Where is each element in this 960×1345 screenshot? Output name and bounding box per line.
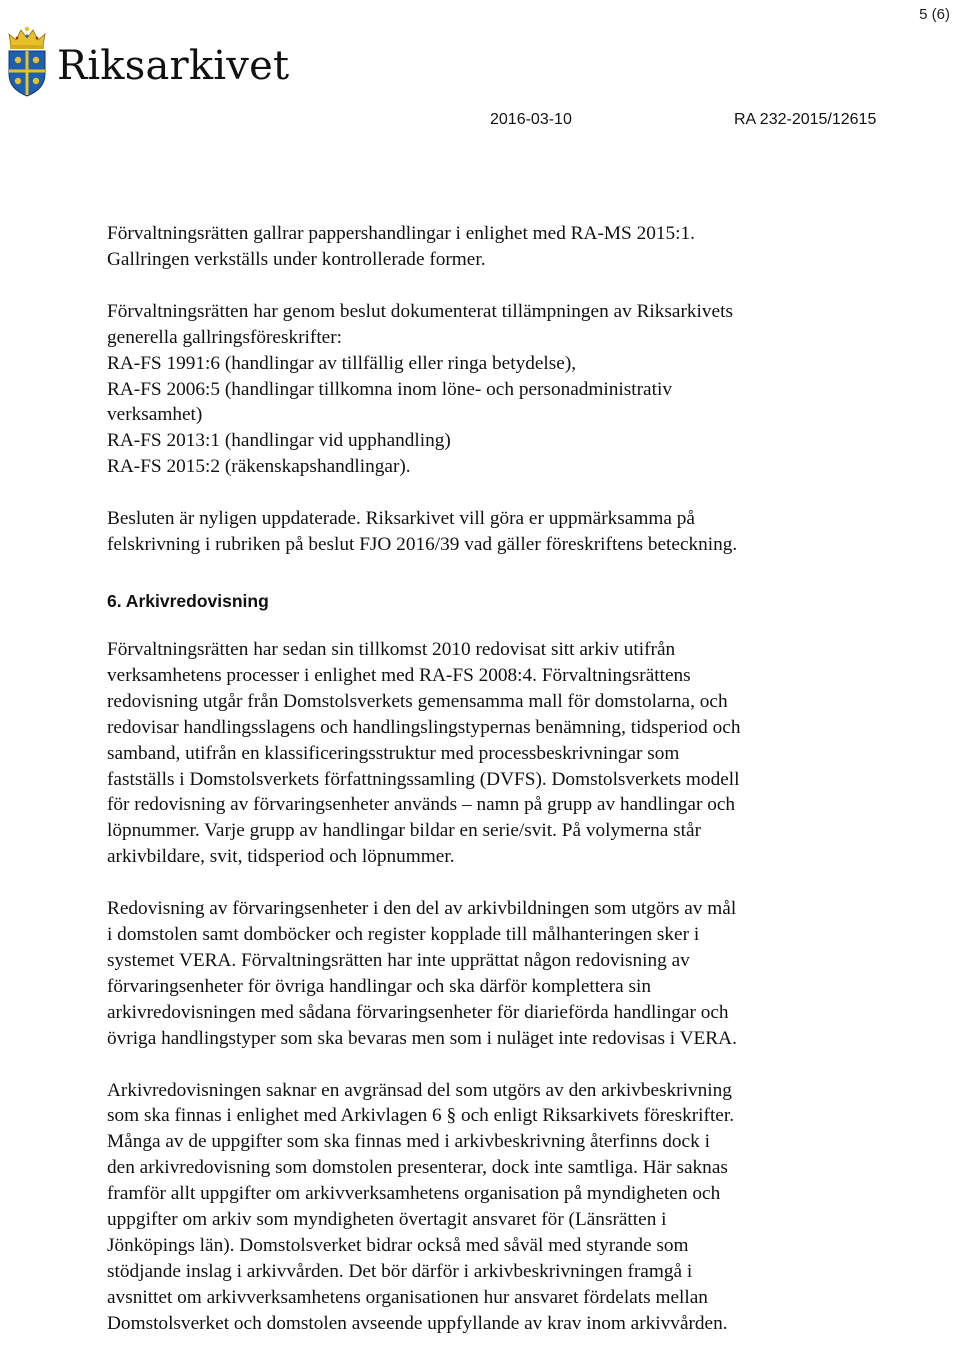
text-line: Förvaltningsrätten gallrar pappershandlingar i enlighet med RA-MS 2015:1. xyxy=(107,223,695,244)
text-line: löpnummer. Varje grupp av handlingar bildar en serie/svit. På volymerna står xyxy=(107,820,701,842)
text-line: samband, utifrån en klassificeringsstruktur med processbeskrivningar som xyxy=(107,742,680,764)
text-line: redovisar handlingsslagens och handlingslingstypernas benämning, tidsperiod och xyxy=(107,716,741,738)
text-line: Arkivredovisningen saknar en avgränsad del som utgörs av den arkivbeskrivning xyxy=(107,1079,732,1101)
paragraph-arkivredovisning xyxy=(107,637,867,870)
text-line: avsnittet om arkivverksamhetens organisationen hur ansvaret fördelats mellan xyxy=(107,1286,708,1308)
section-heading: 6. Arkivredovisning xyxy=(107,590,269,611)
text-line: RA-FS 1991:6 (handlingar av tillfällig eller ringa betydelse), xyxy=(107,352,577,374)
text-line: för redovisning av förvaringsenheter används – namn på grupp av handlingar och xyxy=(107,794,736,816)
text-line: Många av de uppgifter som ska finnas med i arkivbeskrivning återfinns dock i xyxy=(107,1131,710,1153)
paragraph-gallringsbeslut xyxy=(107,299,867,480)
text-line: Jönköpings län). Domstolsverket bidrar också med såväl med styrande som xyxy=(107,1235,689,1256)
text-line: redovisning utgår från Domstolsverkets gemensamma mall för domstolarna, och xyxy=(107,690,728,712)
text-line: förvaringsenheter för övriga handlingar och ska därför komplettera sin xyxy=(107,975,651,997)
text-line: stödjande inslag i arkivvården. Det bör därför i arkivbeskrivningen framgå i xyxy=(107,1260,693,1282)
paragraph-besluten xyxy=(107,506,867,558)
text-line: Förvaltningsrätten har sedan sin tillkomst 2010 redovisat sitt arkiv utifrån xyxy=(107,638,676,660)
text-line: generella gallringsföreskrifter: xyxy=(107,326,343,348)
text-line: RA-FS 2006:5 (handlingar tillkomna inom löne- och personadministrativ xyxy=(107,378,672,400)
text-line: Förvaltningsrätten har genom beslut dokumenterat tillämpningen av Riksarkivets xyxy=(107,300,733,322)
text-line: Gallringen verkställs under kontrollerade former. xyxy=(107,248,486,270)
text-line: fastställs i Domstolsverkets författningssamling (DVFS). Domstolsverkets modell xyxy=(107,768,740,790)
text-line: övriga handlingstyper som ska bevaras men som i nuläget inte redovisas i VERA. xyxy=(107,1027,737,1049)
text-line: systemet VERA. Förvaltningsrätten har inte upprättat någon redovisning av xyxy=(107,949,690,971)
text-line: i domstolen samt domböcker och register kopplade till målhanteringen sker i xyxy=(107,924,700,946)
text-line: arkivredovisningen med sådana förvaringsenheter för diarieförda handlingar och xyxy=(107,1001,729,1023)
text-line: den arkivredovisning som domstolen presenterar, dock inte samtliga. Här saknas xyxy=(107,1157,728,1179)
text-line: Besluten är nyligen uppdaterade. Riksarkivet vill göra er uppmärksamma på xyxy=(107,508,695,530)
text-line: RA-FS 2015:2 (räkenskapshandlingar). xyxy=(107,456,411,478)
paragraph-arkivbeskrivning xyxy=(107,1078,867,1337)
letter-body xyxy=(107,221,867,1337)
diary-number: RA 232-2015/12615 xyxy=(734,111,877,128)
text-line: Domstolsverket och domstolen avseende uppfyllande av krav inom arkivvården. xyxy=(107,1312,728,1334)
text-line: uppgifter om arkiv som myndigheten övertagit ansvaret för (Länsrätten i xyxy=(107,1209,667,1231)
logo-wordmark: Riksarkivet xyxy=(57,43,290,89)
coat-of-arms-icon xyxy=(5,26,49,98)
page-number: 5 (6) xyxy=(919,6,950,23)
text-line: Redovisning av förvaringsenheter i den del av arkivbildningen som utgörs av mål xyxy=(107,898,737,920)
text-line: som ska finnas i enlighet med Arkivlagen 6 § och enligt Riksarkivets föreskrifter. xyxy=(107,1105,735,1127)
riksarkivet-logo xyxy=(5,22,289,102)
text-line: RA-FS 2013:1 (handlingar vid upphandling) xyxy=(107,430,451,452)
text-line: arkivbildare, svit, tidsperiod och löpnummer. xyxy=(107,846,455,868)
text-line: felskrivning i rubriken på beslut FJO 2016/39 vad gäller föreskriftens beteckning. xyxy=(107,534,738,556)
document-date: 2016-03-10 xyxy=(490,111,572,128)
text-line: framför allt uppgifter om arkivverksamhetens organisation på myndigheten och xyxy=(107,1183,721,1205)
paragraph-forvaringsenheter xyxy=(107,896,867,1051)
text-line: verksamhet) xyxy=(107,404,203,426)
paragraph-gallring xyxy=(107,221,867,273)
text-line: verksamhetens processer i enlighet med RA-FS 2008:4. Förvaltningsrättens xyxy=(107,664,691,686)
